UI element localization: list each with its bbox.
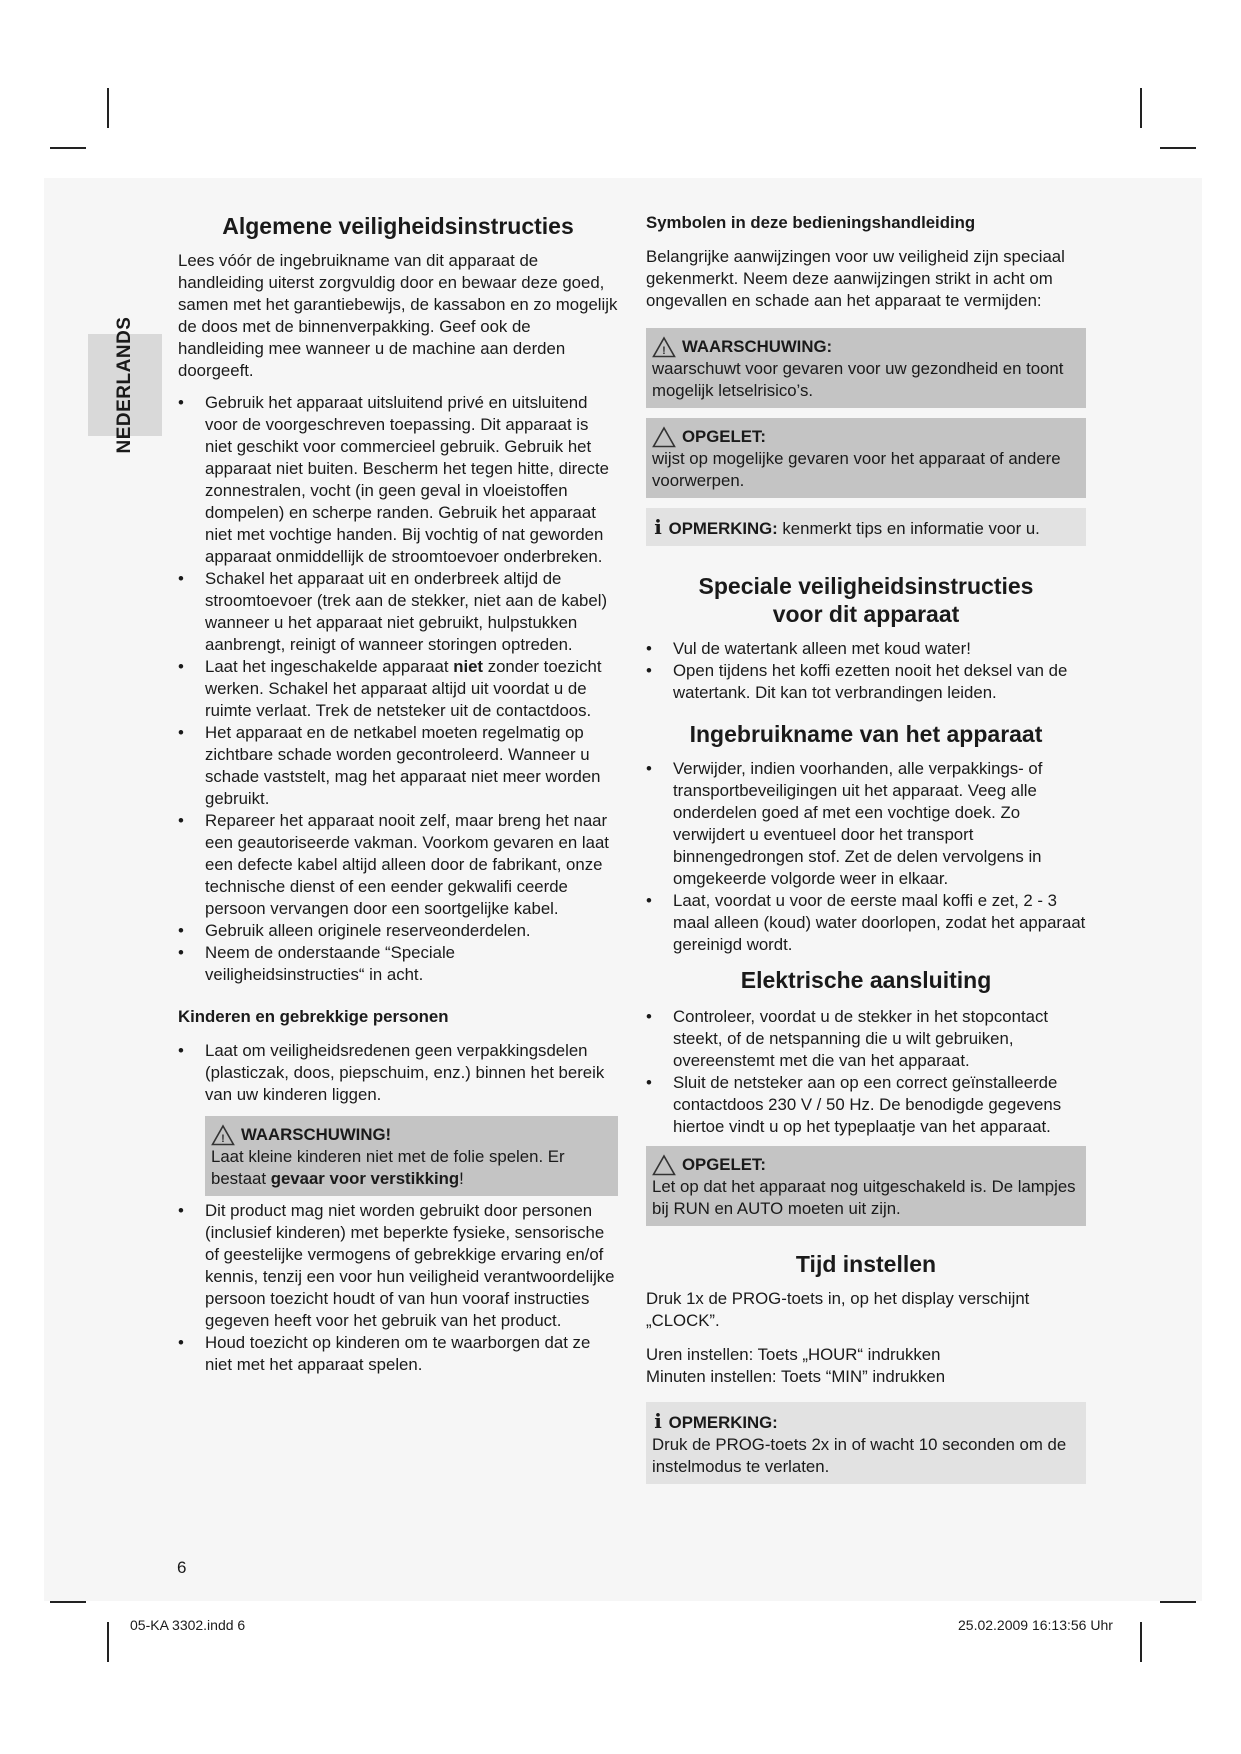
crop-mark <box>1140 88 1142 128</box>
svg-text:!: ! <box>662 345 666 357</box>
caution-title: OPGELET: <box>682 427 766 446</box>
list-item: • Verwijder, indien voorhanden, alle verpakkings- of transportbeveiligingen uit het apparaat. Veeg alle onderdelen goed af met een vochtige doek. Zo verwijdert u eventueel door het transport binnengedrongen stof. Zet de delen vervolgens in omgekeerde volgorde weer in elkaar. <box>646 758 1086 890</box>
safety-list <box>178 392 618 986</box>
list-item: • Gebruik het apparaat uitsluitend privé en uitsluitend voor de voorgeschreven toepassing. Dit apparaat is niet geschikt voor commercieel gebruik. Gebruik het apparaat niet buiten. Bescherm het tegen hitte, directe zonnestralen, vocht (in geen geval in vloeistoffen dompelen) en scherpe randen. Gebruik het apparaat niet met vochtige handen. Bij vochtig of nat geworden apparaat onmiddellijk de stroomtoevoer onderbreken. <box>178 392 618 568</box>
list-item: • Schakel het apparaat uit en onderbreek altijd de stroomtoevoer (trek aan de stekker, niet aan de kabel) wanneer u het apparaat niet gebruikt, hulpstukken aanbrengt, reinigt of wanneer storingen optreden. <box>178 568 618 656</box>
symbols-heading: Symbolen in deze bedieningshandleiding <box>646 213 976 232</box>
list-item: • Controleer, voordat u de stekker in het stopcontact steekt, of de netspanning die u wilt gebruiken, overeenstemt met die van het apparaat. <box>646 1006 1086 1072</box>
crop-mark <box>1140 1622 1142 1662</box>
section-title-general-safety: Algemene veiligheidsinstructies <box>222 213 574 239</box>
crop-mark <box>1160 147 1196 149</box>
note-box <box>646 508 1086 546</box>
kids-list <box>178 1040 618 1106</box>
crop-mark <box>107 88 109 128</box>
note-text: Druk de PROG-toets 2x in of wacht 10 seconden om de instelmodus te verlaten. <box>652 1435 1067 1476</box>
list-item: • Open tijdens het koffi ezetten nooit het deksel van de watertank. Dit kan tot verbrandingen leiden. <box>646 660 1086 704</box>
electric-list <box>646 1006 1086 1138</box>
caution-title: OPGELET: <box>682 1155 766 1174</box>
warning-box <box>646 328 1086 408</box>
kids-warning-box <box>205 1116 618 1196</box>
list-item: • Sluit de netsteker aan op een correct geïnstalleerde contactdoos 230 V / 50 Hz. De benodigde gegevens hiertoe vindt u op het typeplaatje van het apparaat. <box>646 1072 1086 1138</box>
time-minutes: Minuten instellen: Toets “MIN” indrukken <box>646 1367 946 1386</box>
warning-triangle-icon <box>211 1124 235 1146</box>
list-item: • Dit product mag niet worden gebruikt door personen (inclusief kinderen) met beperkte fysieke, sensorische of geestelijke vermogens of gebrekkige ervaring en/of kennis, tenzij een voor hun veiligheid verantwoordelijke persoon toezicht houdt of van hun vooraf instructies gegeven heeft voor het gebruik van het product. <box>178 1200 618 1332</box>
note-title: OPMERKING: <box>668 519 778 538</box>
list-item: • Vul de watertank alleen met koud water! <box>646 638 1086 660</box>
time-hours: Uren instellen: Toets „HOUR“ indrukken <box>646 1345 941 1364</box>
crop-mark <box>1160 1601 1196 1603</box>
section-title-time: Tijd instellen <box>795 1251 937 1277</box>
list-item: • Laat om veiligheidsredenen geen verpakkingsdelen (plasticzak, doos, piepschuim, enz.) binnen het bereik van uw kinderen liggen. <box>178 1040 618 1106</box>
language-tab <box>88 316 162 454</box>
caution-box <box>646 418 1086 498</box>
note-text: kenmerkt tips en informatie voor u. <box>777 519 1040 538</box>
list-item: • Laat het ingeschakelde apparaat niet zonder toezicht werken. Schakel het apparaat altijd uit voordat u de ruimte verlaat. Trek de netsteker uit de contactdoos. <box>178 656 618 722</box>
svg-text:!: ! <box>221 1133 225 1145</box>
list-item: • Laat, voordat u voor de eerste maal koffi e zet, 2 - 3 maal alleen (koud) water doorlopen, zodat het apparaat gereinigd wordt. <box>646 890 1086 956</box>
list-item: • Neem de onderstaande “Speciale veiligheidsinstructies“ in acht. <box>178 942 618 986</box>
left-column <box>178 212 618 1376</box>
warning-text: Laat kleine kinderen niet met de folie spelen. Er bestaat gevaar voor verstikking! <box>211 1147 565 1188</box>
caution-triangle-icon <box>652 426 676 448</box>
info-icon: i <box>654 1409 662 1433</box>
note-title: OPMERKING: <box>668 1413 778 1432</box>
crop-mark <box>107 1622 109 1662</box>
crop-mark <box>50 147 86 149</box>
page-number: 6 <box>177 1558 187 1577</box>
time-note-box <box>646 1402 1086 1484</box>
list-item: • Gebruik alleen originele reserveonderdelen. <box>178 920 618 942</box>
symbols-intro: Belangrijke aanwijzingen voor uw veiligheid zijn speciaal gekenmerkt. Neem deze aanwijzingen strikt in acht om ongevallen en schade aan het apparaat te vermijden: <box>646 247 1065 310</box>
crop-mark <box>50 1601 86 1603</box>
electric-caution-box <box>646 1146 1086 1226</box>
info-icon: i <box>654 515 662 539</box>
section-title-special-safety: Speciale veiligheidsinstructies voor dit apparaat <box>698 573 1034 627</box>
list-item: • Repareer het apparaat nooit zelf, maar breng het naar een geautoriseerde vakman. Voorkom gevaren en laat een defecte kabel altijd alleen door de fabrikant, onze technische dienst of een eender gekwalifi ceerde persoon vervangen door een soortgelijke kabel. <box>178 810 618 920</box>
kids-heading: Kinderen en gebrekkige personen <box>178 1007 449 1026</box>
caution-text: Let op dat het apparaat nog uitgeschakeld is. De lampjes bij RUN en AUTO moeten uit zijn. <box>652 1177 1076 1218</box>
caution-text: wijst op mogelijke gevaren voor het apparaat of andere voorwerpen. <box>652 449 1061 490</box>
section-title-setup: Ingebruikname van het apparaat <box>689 721 1043 747</box>
warning-text: waarschuwt voor gevaren voor uw gezondheid en toont mogelijk letselrisico’s. <box>652 359 1064 400</box>
warning-title: ! WAARSCHUWING! <box>211 1124 612 1146</box>
list-item: • Het apparaat en de netkabel moeten regelmatig op zichtbare schade worden gecontroleerd. Wanneer u schade vaststelt, mag het apparaat niet meer worden gebruikt. <box>178 722 618 810</box>
footer-timestamp: 25.02.2009 16:13:56 Uhr <box>958 1617 1113 1633</box>
warning-triangle-icon <box>652 336 676 358</box>
warning-title: WAARSCHUWING: <box>682 337 833 356</box>
setup-list <box>646 758 1086 956</box>
kids-list-2 <box>178 1200 618 1376</box>
special-list <box>646 638 1086 704</box>
list-item: • Houd toezicht op kinderen om te waarborgen dat ze niet met het apparaat spelen. <box>178 1332 618 1376</box>
right-column <box>646 212 1086 1484</box>
intro-paragraph: Lees vóór de ingebruikname van dit apparaat de handleiding uiterst zorgvuldig door en bewaar deze goed, samen met het garantiebewijs, de kassabon en zo mogelijk de doos met de binnenverpakking. Geef ook de handleiding mee wanneer u de machine aan derden doorgeeft. <box>178 251 618 380</box>
language-label: NEDERLANDS <box>114 316 135 454</box>
time-intro: Druk 1x de PROG-toets in, op het display verschijnt „CLOCK”. <box>646 1289 1030 1330</box>
caution-triangle-icon <box>652 1154 676 1176</box>
section-title-electric: Elektrische aansluiting <box>740 967 992 993</box>
footer-file: 05-KA 3302.indd 6 <box>130 1617 246 1633</box>
